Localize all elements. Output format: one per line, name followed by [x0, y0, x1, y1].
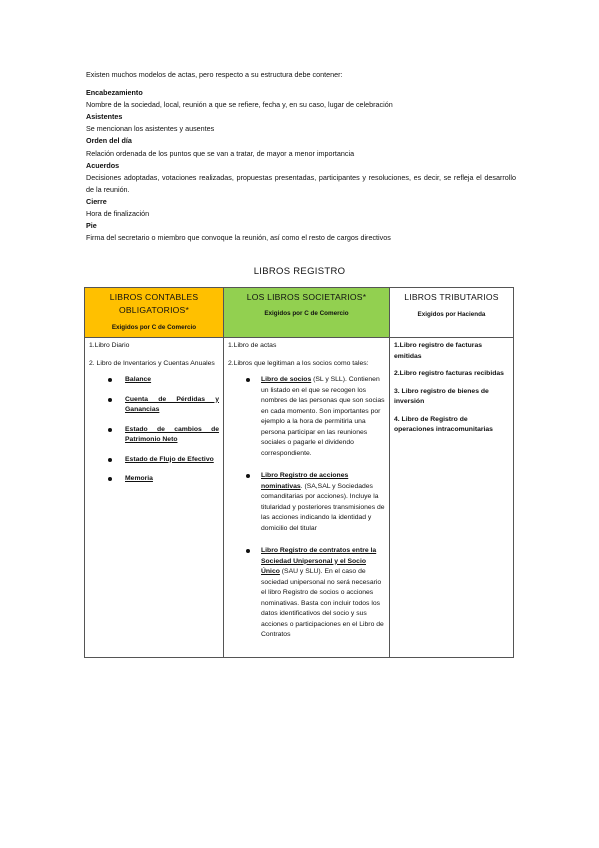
list-item: 4. Libro de Registro de operaciones intracomunitarias	[394, 415, 493, 433]
bullet-item: Libro Registro de acciones nominativas. (SA,SAL y Sociedades comanditarias por acciones). Incluye la titularidad y posteriores transmisiones de las acciones indicando la identidad y domicilio del titular	[228, 471, 385, 534]
table-header-row	[85, 288, 514, 338]
section-text: Relación ordenada de los puntos que se van a tratar, de mayor a menor importancia	[86, 148, 355, 158]
bullet-list	[228, 375, 385, 641]
section-title: Orden del día	[86, 136, 132, 146]
bullet-icon	[246, 474, 250, 478]
section-title: Cierre	[86, 196, 107, 206]
table-heading: LIBROS REGISTRO	[253, 266, 346, 277]
header-societarios	[224, 288, 390, 338]
header-title: LIBROS TRIBUTARIOS	[404, 292, 499, 302]
bullet-icon	[246, 549, 250, 553]
section-text: Hora de finalización	[86, 209, 150, 219]
registry-table	[84, 287, 514, 658]
section-title: Pie	[86, 221, 97, 231]
table-body-row	[85, 338, 514, 658]
section-title: Encabezamiento	[86, 88, 143, 98]
bullet-icon	[108, 458, 112, 462]
section-title: Asistentes	[86, 112, 123, 122]
header-subtitle: Exigidos por Hacienda	[417, 311, 486, 318]
bullet-icon	[108, 428, 112, 432]
intro-block	[86, 69, 516, 244]
bullet-icon	[108, 398, 112, 402]
bullet-icon	[108, 477, 112, 481]
bullet-item: Memoria	[89, 474, 219, 485]
list-item: 2.Libro registro facturas recibidas	[394, 370, 504, 377]
list-item: 1.Libro Diario	[89, 342, 130, 349]
bullet-item: Estado de Flujo de Efectivo	[89, 455, 219, 466]
header-tributarios	[390, 288, 514, 338]
bullet-icon	[246, 378, 250, 382]
cell-societarios	[224, 338, 390, 658]
bullet-item: Libro Registro de contratos entre la Sociedad Unipersonal y el Socio Único (SAU y SLU). En el caso de sociedad unipersonal no será necesario el libro Registro de socios o acciones nominativas. Basta con incluir todos los datos identificativos del socio y sus acciones o participaciones en el Libro de Contratos	[228, 546, 385, 641]
intro-lead: Existen muchos modelos de actas, pero respecto a su estructura debe contener:	[86, 70, 343, 79]
header-subtitle: Exigidos por C de Comercio	[264, 310, 349, 317]
list-item: 1.Libro registro de facturas emitidas	[394, 342, 483, 360]
header-subtitle: Exigidos por C de Comercio	[111, 324, 197, 331]
cell-contables	[85, 338, 224, 658]
header-title: LOS LIBROS SOCIETARIOS*	[246, 292, 367, 302]
bullet-list	[89, 375, 219, 485]
list-item: 1.Libro de actas	[228, 342, 277, 349]
section-text: Firma del secretario o miembro que convoque la reunión, así como el resto de cargos directivos	[86, 233, 391, 243]
list-item: 2.Libros que legitiman a los socios como tales:	[228, 359, 369, 367]
bullet-icon	[108, 378, 112, 382]
bullet-item: Balance	[89, 375, 219, 386]
cell-tributarios	[390, 338, 514, 658]
bullet-item: Cuenta de Pérdidas y Ganancias	[89, 395, 219, 416]
section-title: Acuerdos	[86, 160, 120, 170]
list-item: 2. Libro de Inventarios y Cuentas Anuales	[89, 359, 215, 367]
list-item: 3. Libro registro de bienes de inversión	[394, 387, 489, 405]
bullet-item: Libro de socios (SL y SLL). Contienen un listado en el que se recogen los nombres de las personas que son socias en cada momento. Son importantes por ejemplo a la hora de permitirla una persona participar en las reuniones sociales o pagarle el dividendo correspondiente.	[228, 375, 385, 459]
section-text: Se mencionan los asistentes y ausentes	[86, 124, 215, 134]
header-title: LIBROS CONTABLES OBLIGATORIOS*	[109, 292, 199, 315]
header-contables	[85, 288, 224, 338]
section-text: Nombre de la sociedad, local, reunión a que se refiere, fecha y, en su caso, lugar de celebración	[86, 100, 393, 110]
section-text: Decisiones adoptadas, votaciones realizadas, propuestas presentadas, participantes y resoluciones, es decir, se refleja el desarrollo de la reunión.	[86, 172, 516, 194]
bullet-item: Estado de cambios de Patrimonio Neto	[89, 425, 219, 446]
